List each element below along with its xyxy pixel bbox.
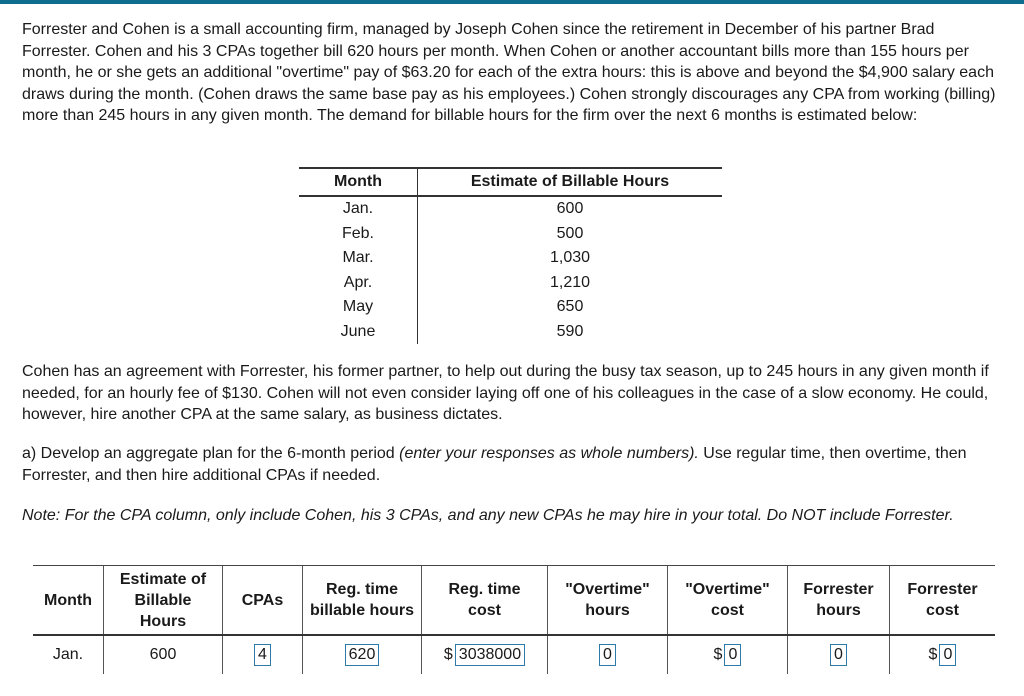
header-text: Billable (134, 591, 192, 609)
forrester-hours-input[interactable]: 0 (830, 644, 847, 666)
header-text: Reg. time (448, 581, 521, 598)
table-row (299, 246, 722, 271)
part-a-italic: (enter your responses as whole numbers). (399, 445, 699, 462)
cpas-input[interactable]: 4 (254, 644, 271, 666)
header-text: billable hours (309, 602, 414, 619)
header-text: "Overtime" (685, 581, 770, 598)
header-text: Estimate of (119, 570, 207, 588)
cpas-cell (223, 635, 303, 674)
demand-table-header (299, 168, 722, 196)
header-text: Month (44, 591, 92, 609)
top-accent-bar (0, 0, 1024, 4)
reg-hours-input[interactable]: 620 (345, 644, 380, 666)
demand-hours-cell: 1,210 (549, 273, 591, 291)
demand-header-hours: Estimate of Billable Hours (418, 168, 723, 196)
plan-table-header (33, 566, 995, 636)
plan-header-reg-cost (422, 566, 548, 636)
demand-table (299, 167, 722, 344)
table-row (33, 635, 995, 674)
demand-hours-cell: 500 (556, 224, 584, 242)
reg-cost-cell (422, 635, 548, 674)
demand-month-cell: May (299, 295, 418, 320)
demand-month-cell: Apr. (299, 271, 418, 296)
table-row (299, 295, 722, 320)
forrester-hours-cell (788, 635, 890, 674)
demand-hours-cell: 600 (556, 200, 584, 218)
plan-header-forrester-cost (890, 566, 996, 636)
plan-header-month (33, 566, 104, 636)
part-a-lead: a) Develop an aggregate plan for the 6-month period (22, 445, 400, 462)
header-text: CPAs (241, 591, 284, 609)
plan-header-reg-hours (303, 566, 422, 636)
header-text: cost (926, 602, 959, 619)
header-text: Forrester (803, 581, 874, 598)
demand-header-month: Month (299, 168, 418, 196)
header-text: Hours (139, 612, 187, 630)
forrester-cost-input[interactable]: 0 (939, 644, 956, 666)
plan-header-cpas (223, 566, 303, 636)
plan-header-estimate (104, 566, 223, 636)
plan-header-forrester-hours (788, 566, 890, 636)
header-text: hours (816, 602, 861, 619)
currency-symbol: $ (928, 646, 938, 663)
plan-header-ot-hours (548, 566, 668, 636)
demand-hours-cell: 1,030 (549, 249, 591, 267)
header-text: cost (468, 602, 501, 619)
header-text: cost (711, 602, 744, 619)
header-text: hours (585, 602, 630, 619)
header-text: "Overtime" (565, 581, 650, 598)
cpa-note: Note: For the CPA column, only include Cohen, his 3 CPAs, and any new CPAs he may hire in your total. Do NOT include Forrester. (22, 507, 954, 524)
table-row (299, 222, 722, 247)
plan-month-cell: Jan. (52, 646, 84, 663)
agreement-paragraph: Cohen has an agreement with Forrester, his former partner, to help out during the busy tax season, up to 245 hours in any given month if needed, for an hourly fee of $130. Cohen will not even consider laying off one of his colleagues in the case of a slow economy. He could, however, hire another CPA at the same salary, as business dictates. (22, 363, 989, 423)
aggregate-plan-table (33, 565, 995, 674)
plan-header-ot-cost (668, 566, 788, 636)
table-row (299, 196, 722, 222)
plan-estimate-cell: 600 (104, 635, 223, 674)
demand-month-cell: Mar. (299, 246, 418, 271)
table-row (299, 271, 722, 296)
ot-hours-cell (548, 635, 668, 674)
ot-hours-input[interactable]: 0 (599, 644, 616, 666)
currency-symbol: $ (713, 646, 723, 663)
part-a-tail: Use regular time, then overtime, then Forrester, and then hire additional CPAs if needed. (22, 445, 967, 484)
ot-cost-input[interactable]: 0 (724, 644, 741, 666)
problem-intro: Forrester and Cohen is a small accounting firm, managed by Joseph Cohen since the retirement in December of his partner Brad Forrester. Cohen and his 3 CPAs together bill 620 hours per month. When Cohen or another accountant bills more than 155 hours per month, he or she gets an additional "overtime" pay of $63.20 for each of the extra hours: this is above and beyond the $4,900 salary each draws during the month. (Cohen draws the same base pay as his employees.) Cohen strongly discourages any CPA from working (billing) more than 245 hours in any given month. The demand for billable hours for the firm over the next 6 months is estimated below: (22, 21, 996, 124)
header-text: Reg. time (325, 581, 398, 598)
reg-cost-input[interactable]: 3038000 (455, 644, 525, 666)
demand-month-cell: Jan. (299, 196, 418, 222)
header-text: Forrester (907, 581, 978, 598)
demand-hours-cell: 650 (556, 298, 584, 316)
demand-month-cell: June (299, 320, 418, 345)
demand-hours-cell: 590 (556, 322, 584, 340)
forrester-cost-cell (890, 635, 996, 674)
ot-cost-cell (668, 635, 788, 674)
reg-hours-cell (303, 635, 422, 674)
table-row (299, 320, 722, 345)
currency-symbol: $ (443, 646, 453, 663)
part-a-instructions (22, 443, 982, 486)
demand-month-cell: Feb. (299, 222, 418, 247)
